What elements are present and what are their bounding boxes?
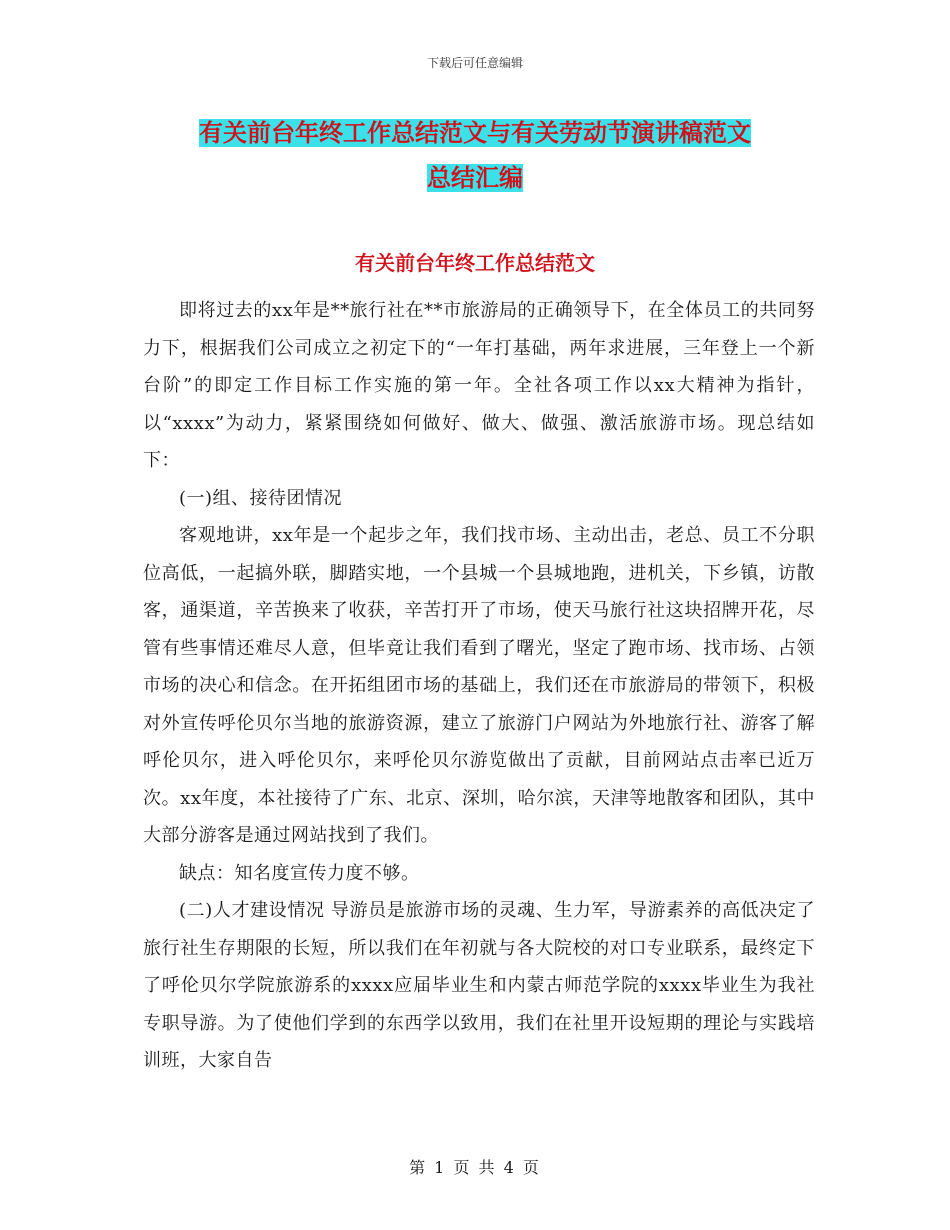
document-title: [150, 111, 800, 201]
paragraph-intro: 即将过去的xx年是**旅行社在**市旅游局的正确领导下，在全体员工的共同努力下，根据我们公司成立之初定下的“一年打基础，两年求进展，三年登上一个新台阶”的即定工作目标工作实施的第一年。全社各项工作以xx大精神为指针，以“xxxx”为动力，紧紧围绕如何做好、做大、做强、激活旅游市场。现总结如下：: [143, 300, 815, 471]
section-title: 有关前台年终工作总结范文: [355, 251, 595, 275]
paragraph-shortcoming: 缺点：知名度宣传力度不够。: [179, 862, 420, 884]
document-body: [143, 292, 815, 1080]
paragraph-talent: (二)人才建设情况 导游员是旅游市场的灵魂、生力军，导游素养的高低决定了旅行社生存期限的长短，所以我们在年初就与各大院校的对口专业联系，最终定下了呼伦贝尔学院旅游系的xxxx应届毕业生和内蒙古师范学院的xxxx毕业生为我社专职导游。为了使他们学到的东西学以致用，我们在社里开设短期的理论与实践培训班，大家自告: [143, 900, 815, 1071]
document-title-line-1: 有关前台年终工作总结范文与有关劳动节演讲稿范文: [199, 119, 751, 147]
page-footer: 第 1 页 共 4 页: [409, 1158, 541, 1177]
paragraph-market: 客观地讲，xx年是一个起步之年，我们找市场、主动出击，老总、员工不分职位高低，一起搞外联，脚踏实地，一个县城一个县城地跑，进机关，下乡镇，访散客，通渠道，辛苦换来了收获，辛苦打开了市场，使天马旅行社这块招牌开花，尽管有些事情还难尽人意，但毕竟让我们看到了曙光，坚定了跑市场、找市场、占领市场的决心和信念。在开拓组团市场的基础上，我们还在市旅游局的带领下，积极对外宣传呼伦贝尔当地的旅游资源，建立了旅游门户网站为外地旅行社、游客了解呼伦贝尔，进入呼伦贝尔，来呼伦贝尔游览做出了贡献，目前网站点击率已近万次。xx年度，本社接待了广东、北京、深圳，哈尔滨，天津等地散客和团队，其中大部分游客是通过网站找到了我们。: [143, 525, 815, 846]
paragraph-heading-tour-groups: (一)组、接待团情况: [179, 487, 343, 509]
document-title-line-2: 总结汇编: [427, 164, 523, 192]
page-header-note: 下载后可任意编辑: [426, 56, 523, 70]
